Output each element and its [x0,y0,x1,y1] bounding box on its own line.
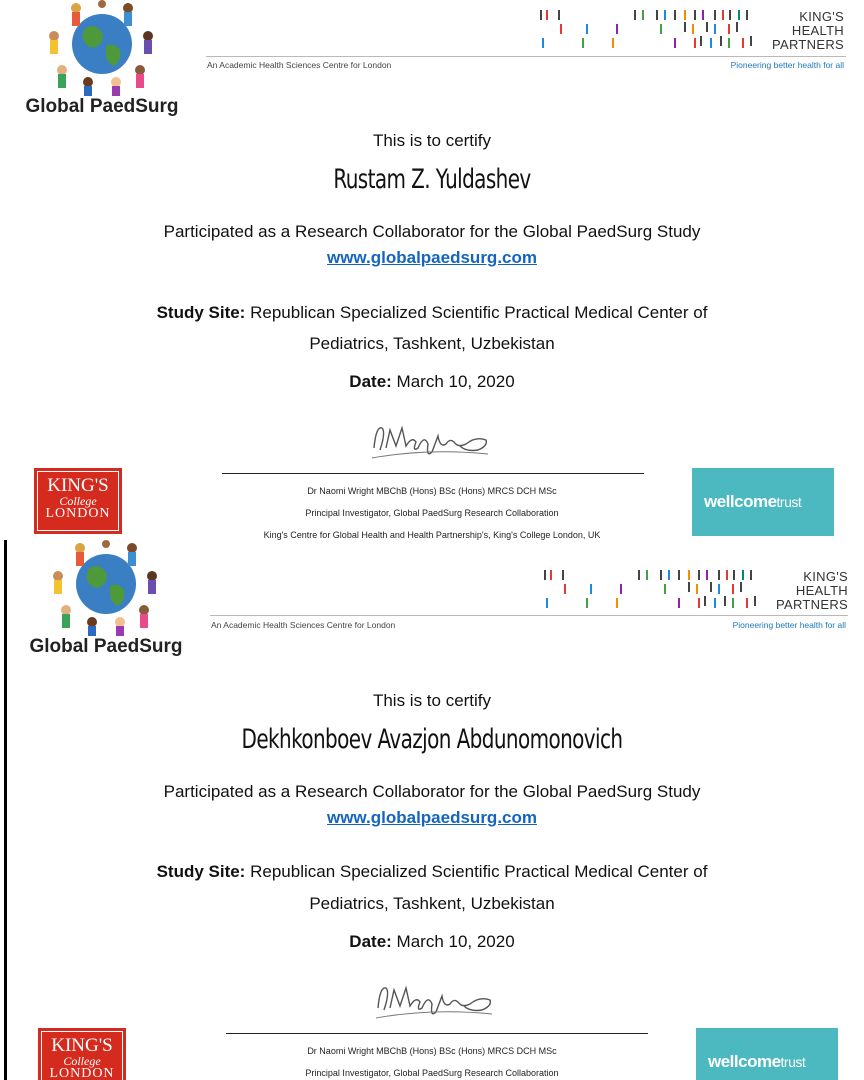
barcode-pattern-icon [528,564,768,612]
signer-name: Dr Naomi Wright MBChB (Hons) BSc (Hons) MRCS DCH MSc [307,1046,557,1056]
date-label: Date: [349,372,392,391]
kcl-logo-line-3: LONDON [45,506,111,521]
signature-line [226,1033,648,1034]
recipient-name: Dekhkonboev Avazjon Abdunomonovich [241,724,623,755]
certify-heading: This is to certify [372,691,492,710]
date-label: Date: [349,932,392,951]
date-row [0,932,864,952]
recipient-name: Rustam Z. Yuldashev [333,164,531,195]
wellcome-trust-logo [696,1028,838,1080]
header-divider [210,615,848,616]
date-value: March 10, 2020 [396,372,515,391]
globe-children-icon [40,0,164,96]
kcl-logo-line-3: LONDON [49,1066,115,1080]
tagline-left: An Academic Health Sciences Centre for London [207,60,392,70]
signer-role: Principal Investigator, Global PaedSurg Research Collaboration [305,508,559,518]
wellcome-logo-suffix: trust [776,494,802,510]
study-site-label: Study Site: [156,303,246,322]
signature-icon [372,978,502,1028]
signer-affiliation: King's Centre for Global Health and Health Partnership's, King's College London, UK [263,530,601,540]
participation-statement: Participated as a Research Collaborator for the Global PaedSurg Study [163,222,701,241]
partner-name [772,10,844,52]
barcode-pattern-icon [524,4,764,52]
kings-health-partners-logo [528,564,848,616]
header-divider [206,56,846,57]
kings-college-london-logo [38,1028,126,1080]
partner-name [776,570,848,612]
wellcome-trust-logo [692,468,834,536]
wellcome-logo-main: wellcome [708,1052,781,1071]
date-value: March 10, 2020 [396,932,515,951]
tagline-left: An Academic Health Sciences Centre for London [211,620,396,630]
partner-name-line: KING'S [799,9,844,24]
org-name: Global PaedSurg [29,636,183,657]
partner-name-line: KING'S [803,569,848,584]
study-site-value: Republican Specialized Scientific Practical Medical Center of [250,862,708,881]
study-site-line-2: Pediatrics, Tashkent, Uzbekistan [309,334,555,353]
org-name: Global PaedSurg [25,96,179,117]
certify-heading: This is to certify [372,131,492,150]
website-link[interactable]: www.globalpaedsurg.com [326,248,537,267]
global-paedsurg-logo [12,0,192,120]
signature-icon [368,418,498,468]
website-row [0,248,864,268]
kings-health-partners-logo [524,4,844,56]
study-site-line-2: Pediatrics, Tashkent, Uzbekistan [309,894,555,913]
date-row [0,372,864,392]
study-site-line-1 [0,303,864,323]
wellcome-logo-main: wellcome [704,492,777,511]
partner-name-line: HEALTH [791,23,844,38]
kcl-logo-line-2: College [63,1054,101,1068]
signer-role: Principal Investigator, Global PaedSurg Research Collaboration [305,1068,559,1078]
partner-name-line: HEALTH [795,583,848,598]
study-site-label: Study Site: [156,862,246,881]
kcl-logo-line-1: KING'S [51,1035,113,1056]
partner-name-line: PARTNERS [776,597,848,612]
global-paedsurg-logo [16,540,196,660]
tagline-right: Pioneering better health for all [732,620,846,630]
kings-college-london-logo [34,468,122,534]
kcl-logo-line-2: College [59,494,97,508]
study-site-line-1 [0,862,864,882]
tagline-right: Pioneering better health for all [730,60,844,70]
participation-statement: Participated as a Research Collaborator for the Global PaedSurg Study [163,782,701,801]
globe-children-icon [44,540,168,636]
study-site-value: Republican Specialized Scientific Practical Medical Center of [250,303,708,322]
partner-name-line: PARTNERS [772,37,844,52]
kcl-logo-line-1: KING'S [47,475,109,496]
wellcome-logo-suffix: trust [780,1054,806,1070]
signer-name: Dr Naomi Wright MBChB (Hons) BSc (Hons) MRCS DCH MSc [307,486,557,496]
website-link[interactable]: www.globalpaedsurg.com [326,808,537,827]
website-row [0,808,864,828]
signature-line [222,473,644,474]
certificate-2 [0,540,864,1080]
